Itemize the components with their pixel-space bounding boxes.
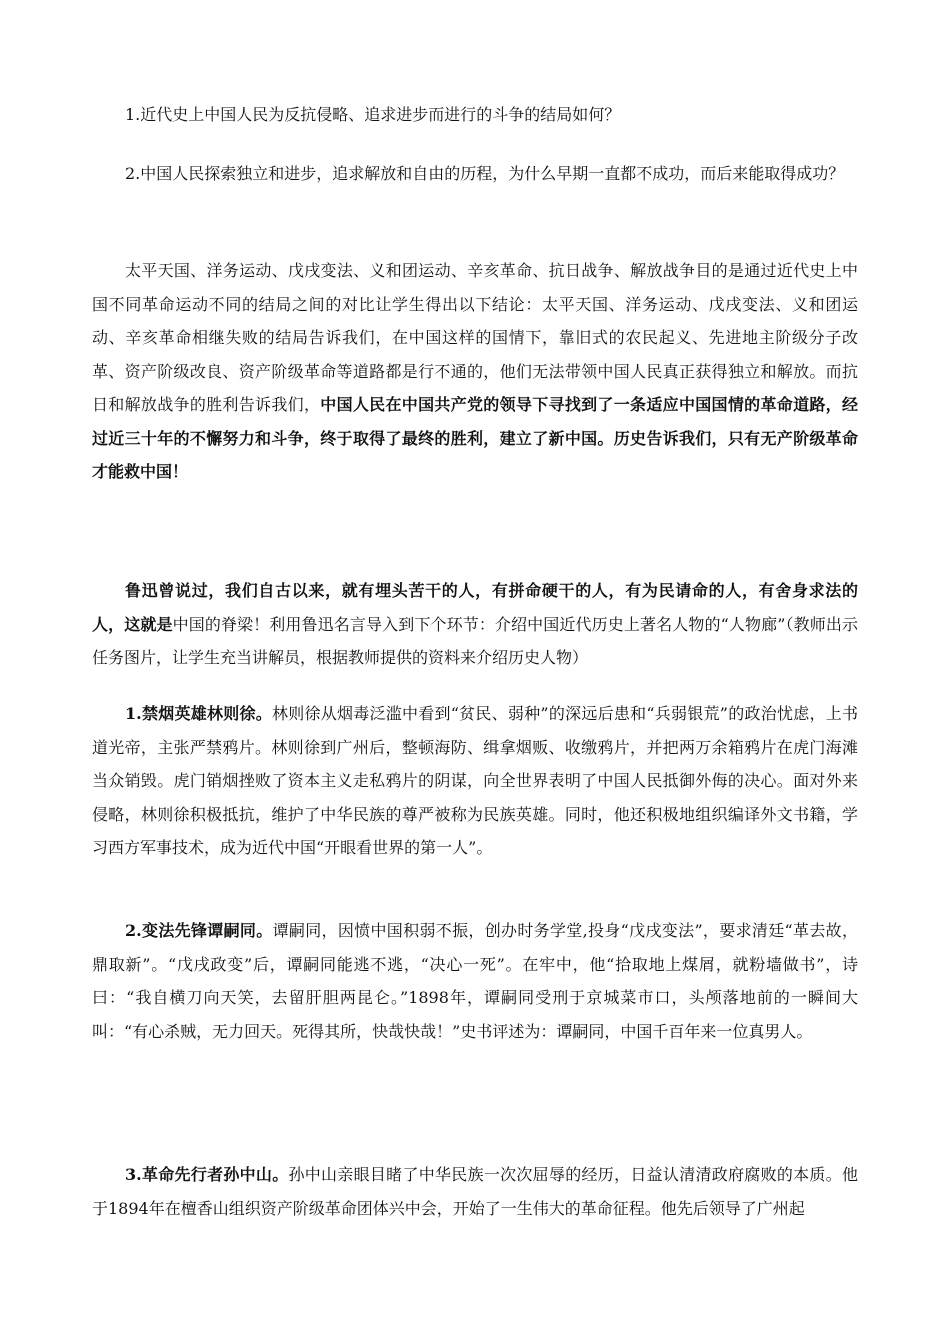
conclusion-bold-text: 中国人民在中国共产党的领导下寻找到了一条适应中国国情的革命道路，经过近三十年的不懈努力和斗争，终于取得了最终的胜利，建立了新中国。历史告诉我们，只有无产阶级革命才能救中国！	[92, 395, 858, 481]
luxun-quote-paragraph	[92, 574, 858, 675]
figure-tan-sitong-text: 谭嗣同，因愤中国积弱不振，创办时务学堂,投身“戊戌变法”，要求清廷“革去故，鼎取新”。“戊戌政变”后，谭嗣同能逃不逃，“决心一死”。在牢中，他“拾取地上煤屑，就粉墙做书”，诗曰：“我自横刀向天笑，去留肝胆两昆仑。”1898年，谭嗣同受刑于京城菜市口，头颅落地前的一瞬间大叫：“有心杀贼，无力回天。死得其所，快哉快哉！”史书评述为：谭嗣同，中国千百年来一位真男人。	[92, 921, 858, 1041]
conclusion-text: 太平天国、洋务运动、戊戌变法、义和团运动、辛亥革命、抗日战争、解放战争目的是通过近代史上中国不同革命运动不同的结局之间的对比让学生得出以下结论：太平天国、洋务运动、戊戌变法、义和团运动、辛亥革命相继失败的结局告诉我们，在中国这样的国情下，靠旧式的农民起义、先进地主阶级分子改革、资产阶级改良、资产阶级革命等道路都是行不通的，他们无法带领中国人民真正获得独立和解放。而抗日和解放战争的胜利告诉我们，	[92, 261, 858, 414]
question-2-text: 2.中国人民探索独立和进步，追求解放和自由的历程，为什么早期一直都不成功，而后来能取得成功？	[125, 164, 845, 183]
question-1-text: 1.近代史上中国人民为反抗侵略、追求进步而进行的斗争的结局如何？	[125, 105, 621, 124]
question-1	[92, 98, 858, 132]
question-2	[92, 157, 858, 191]
figure-lin-zexu-text: 林则徐从烟毒泛滥中看到“贫民、弱种”的深远后患和“兵弱银荒”的政治忧虑，上书道光帝，主张严禁鸦片。林则徐到广州后，整顿海防、缉拿烟贩、收缴鸦片，并把两万余箱鸦片在虎门海滩当众销毁。虎门销烟挫败了资本主义走私鸦片的阴谋，向全世界表明了中国人民抵御外侮的决心。面对外来侵略，林则徐积极抵抗，维护了中华民族的尊严被称为民族英雄。同时，他还积极地组织编译外文书籍，学习西方军事技术，成为近代中国“开眼看世界的第一人”。	[92, 704, 858, 857]
figure-sun-yatsen-text: 孙中山亲眼目睹了中华民族一次次屈辱的经历，日益认清清政府腐败的本质。他于1894年在檀香山组织资产阶级革命团体兴中会，开始了一生伟大的革命征程。他先后领导了广州起	[92, 1165, 858, 1218]
figure-lin-zexu-heading: 1.禁烟英雄林则徐。	[125, 704, 272, 723]
figure-sun-yatsen-heading: 3.革命先行者孙中山。	[125, 1165, 289, 1184]
figure-sun-yatsen	[92, 1158, 858, 1225]
conclusion-paragraph	[92, 254, 858, 489]
figure-tan-sitong-heading: 2.变法先锋谭嗣同。	[125, 921, 273, 940]
luxun-quote-text: 中国的脊梁！利用鲁迅名言导入到下个环节：介绍中国近代历史上著名人物的“人物廊”（教师出示任务图片，让学生充当讲解员，根据教师提供的资料来介绍历史人物）	[92, 614, 858, 667]
luxun-quote-bold: 鲁迅曾说过，我们自古以来，就有埋头苦干的人，有拼命硬干的人，有为民请命的人，有舍身求法的人，这就是	[92, 581, 858, 634]
figure-lin-zexu	[92, 697, 858, 865]
figure-tan-sitong	[92, 914, 858, 1048]
